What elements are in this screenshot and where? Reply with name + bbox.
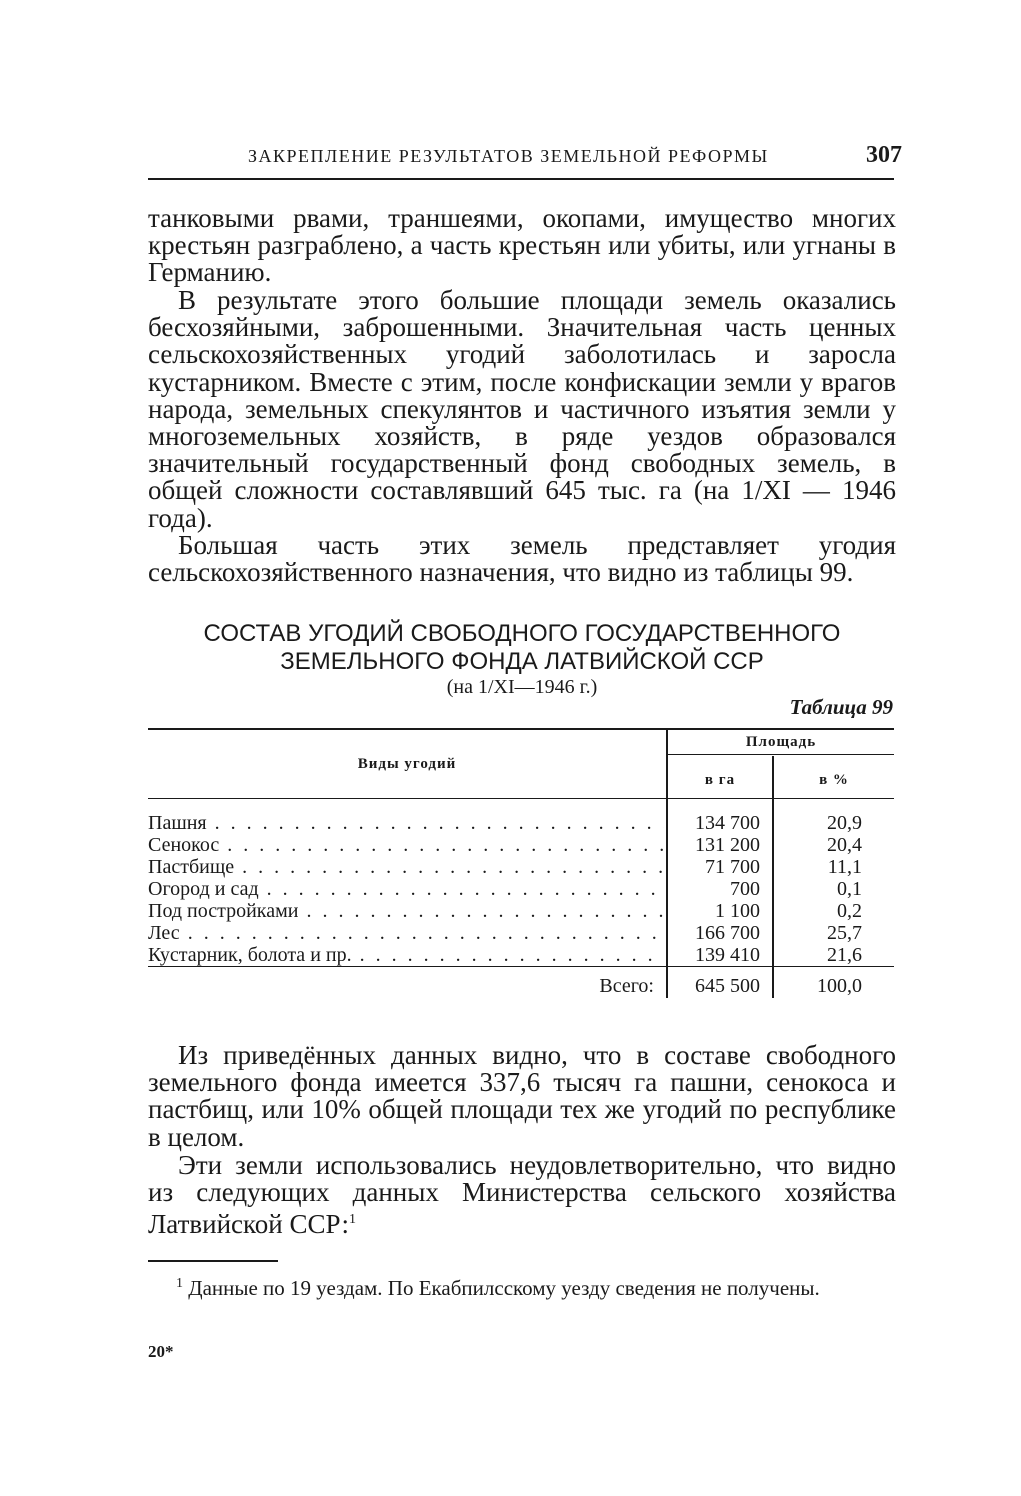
row-hectares: 139 410 [695, 944, 760, 966]
paragraph-3: Большая часть этих земель представляет угодия сельскохозяйственного назначения, что видно из таблицы 99. [148, 530, 896, 588]
row-hectares: 1 100 [715, 900, 760, 922]
table-row [148, 812, 894, 834]
row-name: Пастбище . . . [148, 856, 664, 878]
row-hectares: 131 200 [695, 834, 760, 856]
footnote-mark: 1 [176, 1276, 183, 1291]
row-hectares: 71 700 [705, 856, 760, 878]
row-name: Лес . . . [148, 922, 664, 944]
land-fund-table [148, 728, 894, 1003]
header-percent: в % [819, 772, 849, 788]
table-row [148, 944, 894, 966]
area-subheader-rule [668, 754, 894, 755]
row-percent: 20,4 [827, 834, 862, 856]
footnote [148, 1272, 896, 1300]
paragraph-5-text: Эти земли использовались неудовлетворительно, что видно из следующих данных Министерства сельского хозяйства Латвийской ССР: [148, 1150, 896, 1240]
table-title-line-1: СОСТАВ УГОДИЙ СВОБОДНОГО ГОСУДАРСТВЕННОГО [203, 620, 841, 647]
row-percent: 0,1 [837, 878, 862, 900]
body-bottom-rule [148, 966, 894, 967]
row-name: Огород и сад . . . [148, 878, 664, 900]
row-percent: 11,1 [827, 856, 862, 878]
table-row [148, 922, 894, 944]
row-percent: 21,6 [827, 944, 862, 966]
paragraph-4: Из приведённых данных видно, что в составе свободного земельного фонда имеется 337,6 тысяч га пашни, сенокоса и пастбищ, или 10% общей площади тех же угодий по республике в целом. [148, 1040, 896, 1152]
row-name: Под постройками . . . [148, 900, 664, 922]
page-number: 307 [866, 142, 902, 168]
table-label: Таблица 99 [789, 695, 893, 719]
header-hectares: в га [704, 772, 736, 788]
total-hectares: 645 500 [695, 975, 760, 997]
header-land-type: Виды угодий [357, 756, 457, 772]
total-percent: 100,0 [817, 975, 862, 997]
paragraph-1: танковыми рвами, траншеями, окопами, имущество многих крестьян разграблено, а часть крестьян или убиты, или угнаны в Германию. [148, 203, 896, 288]
running-title: ЗАКРЕПЛЕНИЕ РЕЗУЛЬТАТОВ ЗЕМЕЛЬНОЙ РЕФОРМЫ [248, 146, 769, 166]
footnote-text: Данные по 19 уездам. По Екабпилсскому уезду сведения не получены. [188, 1276, 820, 1300]
paragraph-2: В результате этого большие площади земель оказались бесхозяйными, заброшенными. Значительная часть ценных сельскохозяйственных угодий заболотилась и заросла кустарником. Вместе с этим, после конфискации земли у врагов народа, земельных спекулянтов и частичного изъятия земли у многоземельных хозяйств, в ряде уездов образовался значительный государственный фонд свободных земель, в общей сложности составлявший 645 тыс. га (на 1/XI — 1946 года). [148, 285, 896, 533]
row-hectares: 166 700 [695, 922, 760, 944]
table-row [148, 900, 894, 922]
header-area: Площадь [745, 734, 817, 750]
row-name: Кустарник, болота и пр. . . . [148, 944, 664, 966]
row-percent: 25,7 [827, 922, 862, 944]
row-name: Сенокос . . . [148, 834, 664, 856]
table-top-rule [148, 728, 894, 730]
table-row [148, 856, 894, 878]
row-percent: 20,9 [827, 812, 862, 834]
footnote-reference: 1 [349, 1212, 357, 1228]
row-hectares: 134 700 [695, 812, 760, 834]
table-total-row [148, 973, 894, 999]
table-row [148, 878, 894, 900]
table-row [148, 834, 894, 856]
header-bottom-rule [148, 798, 894, 799]
table-date: (на 1/XI—1946 г.) [446, 676, 598, 698]
row-hectares: 700 [730, 878, 760, 900]
footnote-rule [148, 1260, 278, 1262]
paragraph-5 [148, 1152, 896, 1239]
table-title-line-2: ЗЕМЕЛЬНОГО ФОНДА ЛАТВИЙСКОЙ ССР [280, 648, 764, 675]
running-head [148, 142, 902, 180]
row-name: Пашня . . . [148, 812, 664, 834]
row-percent: 0,2 [837, 900, 862, 922]
printer-signature: 20* [148, 1342, 174, 1361]
total-label: Всего: [599, 975, 654, 997]
